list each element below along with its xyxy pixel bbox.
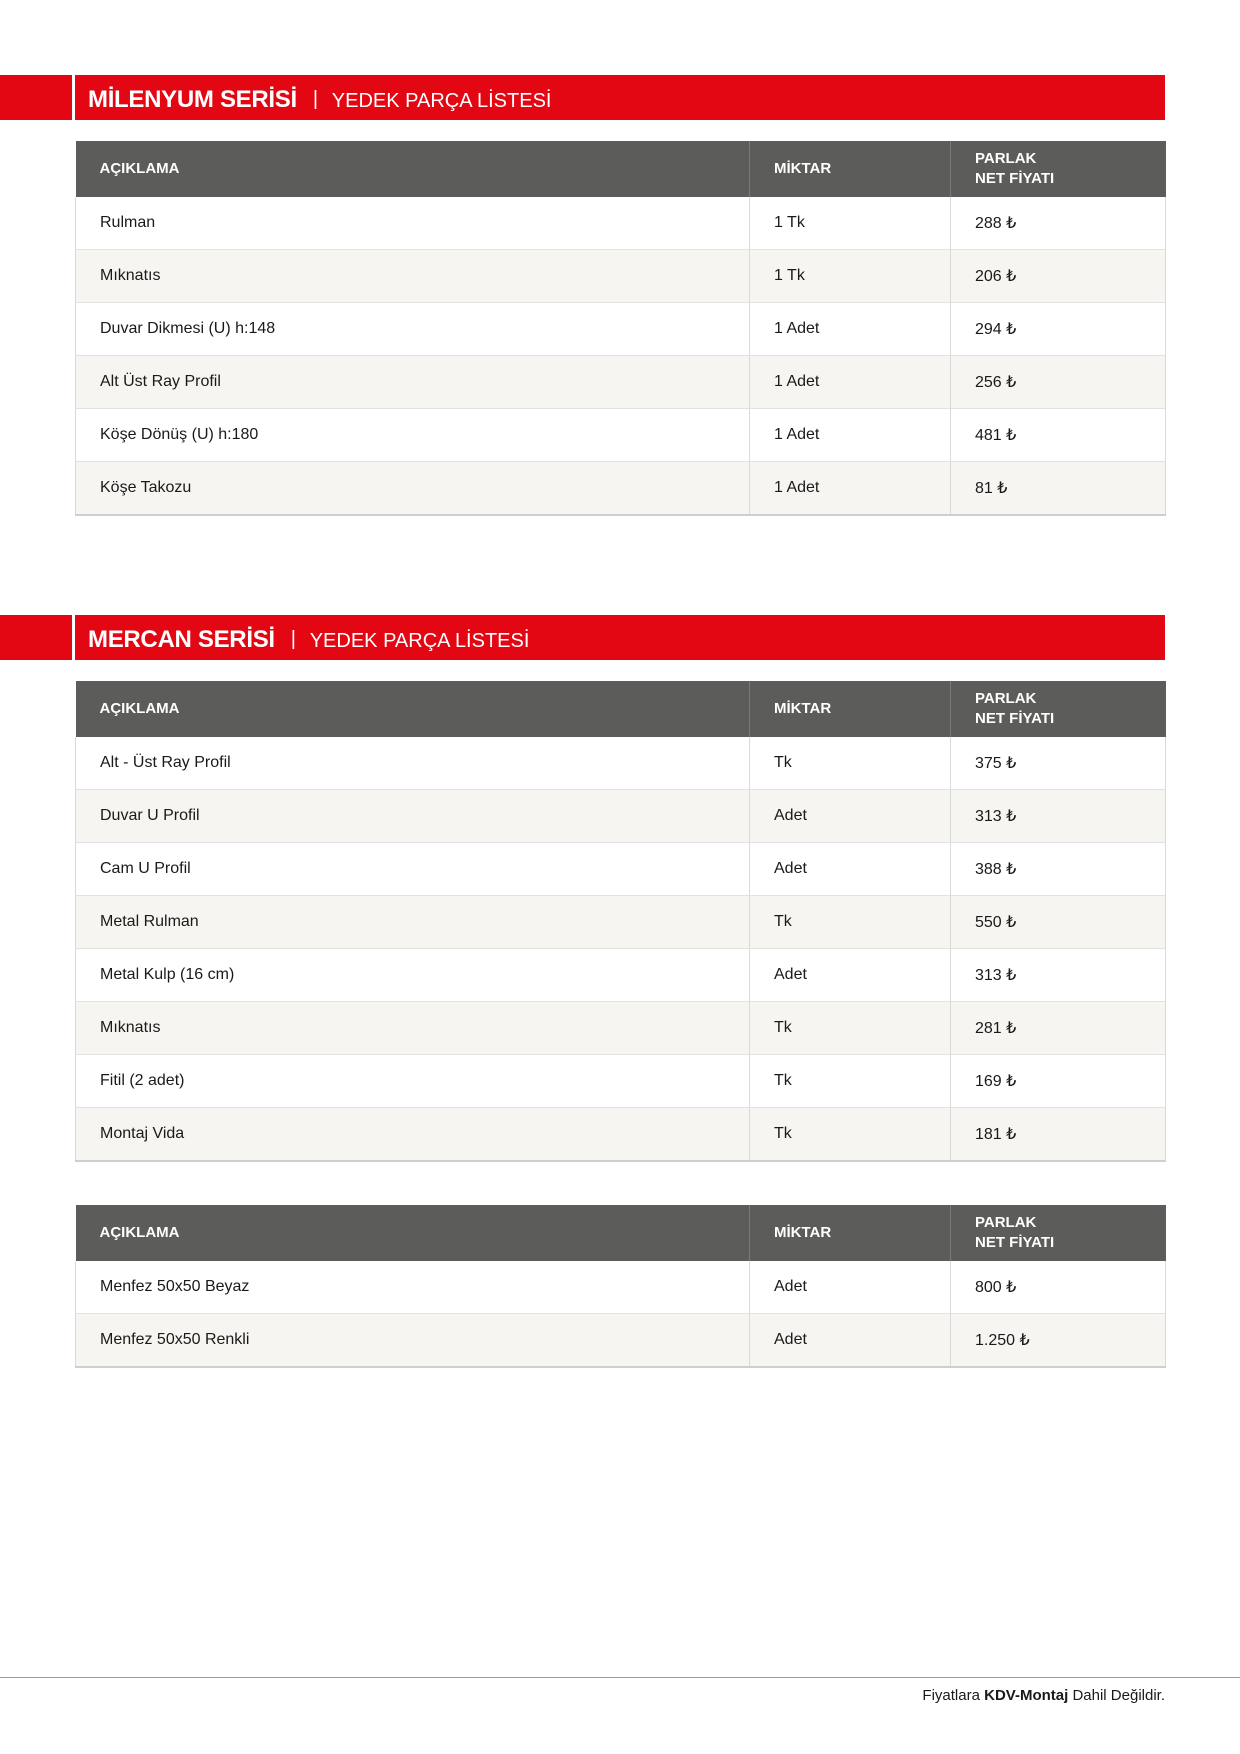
table-row: [76, 1261, 1166, 1314]
header-price: [951, 141, 1166, 197]
footer-bold: KDV-Montaj: [984, 1687, 1069, 1704]
table-row: [76, 1002, 1166, 1055]
header-price-line2: NET FİYATI: [975, 710, 1055, 727]
header-description: AÇIKLAMA: [76, 1205, 750, 1261]
table-header-row: [76, 141, 1166, 197]
header-price-line1: PARLAK: [975, 150, 1037, 167]
banner-notch: [72, 615, 75, 660]
table-row: [76, 1055, 1166, 1108]
cell-quantity: Adet: [750, 790, 951, 843]
section-title: [88, 615, 529, 660]
cell-description: Metal Kulp (16 cm): [76, 949, 750, 1002]
footer-suffix: Dahil Değildir.: [1072, 1687, 1165, 1704]
table-row: [76, 303, 1166, 356]
cell-quantity: Tk: [750, 737, 951, 790]
table-header-row: [76, 681, 1166, 737]
cell-quantity: Tk: [750, 1002, 951, 1055]
cell-description: Köşe Dönüş (U) h:180: [76, 409, 750, 462]
cell-price: 256 ₺: [951, 356, 1166, 409]
cell-quantity: Adet: [750, 1261, 951, 1314]
cell-quantity: 1 Adet: [750, 303, 951, 356]
cell-description: Montaj Vida: [76, 1108, 750, 1162]
header-price-line1: PARLAK: [975, 1214, 1037, 1231]
cell-description: Menfez 50x50 Renkli: [76, 1314, 750, 1368]
cell-quantity: Adet: [750, 949, 951, 1002]
cell-description: Rulman: [76, 197, 750, 250]
table-row: [76, 737, 1166, 790]
cell-price: 550 ₺: [951, 896, 1166, 949]
table-row: [76, 409, 1166, 462]
cell-description: Cam U Profil: [76, 843, 750, 896]
header-description: AÇIKLAMA: [76, 681, 750, 737]
section-banner-mercan: [0, 615, 1165, 660]
cell-quantity: Tk: [750, 896, 951, 949]
table-row: [76, 1314, 1166, 1368]
cell-price: 288 ₺: [951, 197, 1166, 250]
cell-price: 313 ₺: [951, 790, 1166, 843]
cell-price: 1.250 ₺: [951, 1314, 1166, 1368]
series-subtitle: YEDEK PARÇA LİSTESİ: [309, 630, 530, 652]
table-row: [76, 790, 1166, 843]
table-header-row: [76, 1205, 1166, 1261]
header-quantity: MİKTAR: [750, 141, 951, 197]
header-price-line2: NET FİYATI: [975, 1234, 1055, 1251]
cell-quantity: 1 Adet: [750, 356, 951, 409]
section-title: [88, 75, 551, 120]
header-price: [951, 1205, 1166, 1261]
header-description: AÇIKLAMA: [76, 141, 750, 197]
banner-notch: [72, 75, 75, 120]
cell-price: 281 ₺: [951, 1002, 1166, 1055]
table-row: [76, 356, 1166, 409]
header-price-line2: NET FİYATI: [975, 170, 1055, 187]
cell-description: Alt Üst Ray Profil: [76, 356, 750, 409]
cell-quantity: 1 Adet: [750, 409, 951, 462]
footer-note: [922, 1687, 1165, 1704]
cell-quantity: Adet: [750, 843, 951, 896]
cell-price: 81 ₺: [951, 462, 1166, 516]
cell-price: 206 ₺: [951, 250, 1166, 303]
cell-description: Duvar U Profil: [76, 790, 750, 843]
title-separator: |: [290, 628, 296, 650]
cell-description: Menfez 50x50 Beyaz: [76, 1261, 750, 1314]
header-price-line1: PARLAK: [975, 690, 1037, 707]
cell-quantity: Tk: [750, 1055, 951, 1108]
cell-description: Mıknatıs: [76, 1002, 750, 1055]
cell-price: 388 ₺: [951, 843, 1166, 896]
cell-description: Mıknatıs: [76, 250, 750, 303]
table-row: [76, 197, 1166, 250]
table-row: [76, 896, 1166, 949]
table-row: [76, 1108, 1166, 1162]
cell-price: 375 ₺: [951, 737, 1166, 790]
cell-price: 294 ₺: [951, 303, 1166, 356]
cell-description: Köşe Takozu: [76, 462, 750, 516]
cell-price: 800 ₺: [951, 1261, 1166, 1314]
section-banner-milenyum: [0, 75, 1165, 120]
cell-quantity: 1 Tk: [750, 250, 951, 303]
series-name: MERCAN SERİSİ: [88, 626, 275, 653]
parts-table-menfez: [75, 1205, 1166, 1368]
cell-price: 169 ₺: [951, 1055, 1166, 1108]
header-quantity: MİKTAR: [750, 681, 951, 737]
cell-quantity: 1 Tk: [750, 197, 951, 250]
series-subtitle: YEDEK PARÇA LİSTESİ: [331, 90, 552, 112]
header-quantity: MİKTAR: [750, 1205, 951, 1261]
cell-price: 181 ₺: [951, 1108, 1166, 1162]
cell-description: Duvar Dikmesi (U) h:148: [76, 303, 750, 356]
cell-quantity: Adet: [750, 1314, 951, 1368]
cell-description: Metal Rulman: [76, 896, 750, 949]
parts-table-mercan: [75, 681, 1166, 1162]
table-row: [76, 843, 1166, 896]
title-separator: |: [312, 88, 318, 110]
cell-price: 481 ₺: [951, 409, 1166, 462]
cell-description: Alt - Üst Ray Profil: [76, 737, 750, 790]
parts-table-milenyum: [75, 141, 1166, 516]
footer-divider: [0, 1677, 1240, 1678]
cell-description: Fitil (2 adet): [76, 1055, 750, 1108]
cell-price: 313 ₺: [951, 949, 1166, 1002]
table-row: [76, 949, 1166, 1002]
footer-prefix: Fiyatlara: [922, 1687, 980, 1704]
header-price: [951, 681, 1166, 737]
cell-quantity: 1 Adet: [750, 462, 951, 516]
series-name: MİLENYUM SERİSİ: [88, 86, 297, 113]
cell-quantity: Tk: [750, 1108, 951, 1162]
table-row: [76, 250, 1166, 303]
table-row: [76, 462, 1166, 516]
